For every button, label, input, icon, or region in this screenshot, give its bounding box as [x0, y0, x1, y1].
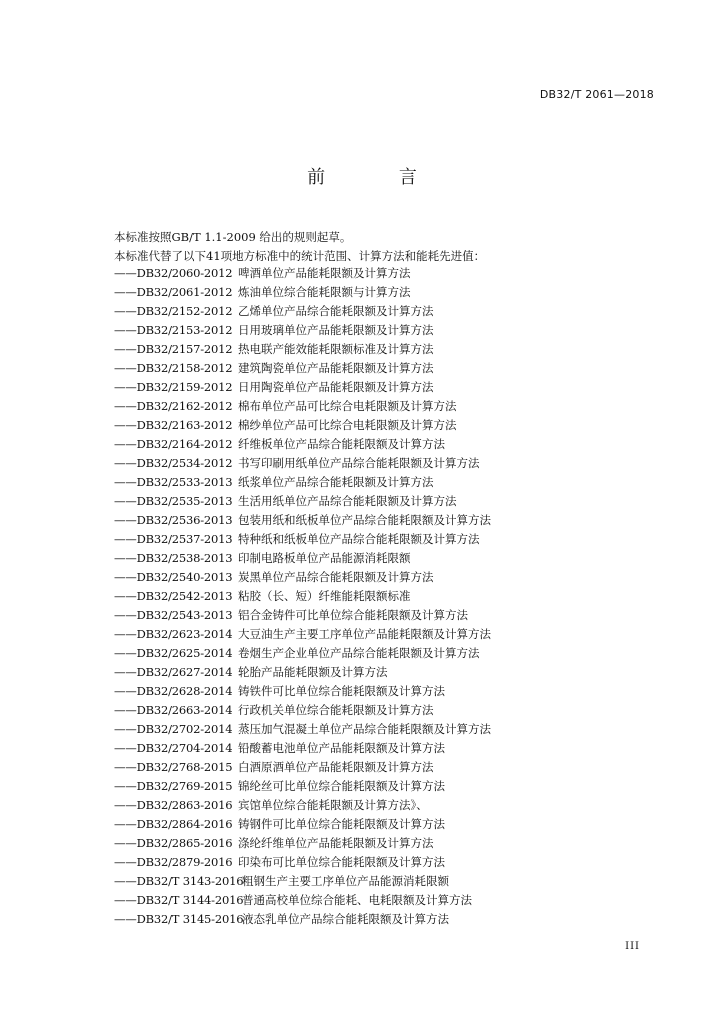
- standard-title: 卷烟生产企业单位产品综合能耗限额及计算方法: [238, 646, 480, 660]
- standard-title: 白酒原酒单位产品能耗限额及计算方法: [238, 760, 434, 774]
- standard-number: ——DB32/2865-2016: [114, 836, 233, 850]
- standard-number: ——DB32/2623-2014: [114, 627, 233, 641]
- list-item: [114, 416, 491, 435]
- standard-number: ——DB32/T 3144-2016: [114, 893, 244, 907]
- standard-number: ——DB32/2534-2012: [114, 456, 233, 470]
- list-item: [114, 568, 491, 587]
- standard-number: ——DB32/2704-2014: [114, 741, 233, 755]
- standard-title: 宾馆单位综合能耗限额及计算方法》、: [238, 798, 428, 812]
- standard-title: 粗钢生产主要工序单位产品能源消耗限额: [242, 874, 449, 888]
- standard-number: ——DB32/2533-2013: [114, 475, 233, 489]
- standard-number: ——DB32/2627-2014: [114, 665, 233, 679]
- list-item: [114, 454, 491, 473]
- standard-title: 日用陶瓷单位产品能耗限额及计算方法: [238, 380, 434, 394]
- replaced-standards-list: [114, 264, 491, 929]
- list-item: [114, 777, 491, 796]
- intro-line-drafting-rules: 本标准按照GB/T 1.1-2009 给出的规则起草。: [114, 230, 352, 244]
- standard-title: 铝合金铸件可比单位综合能耗限额及计算方法: [238, 608, 468, 622]
- standard-title: 包装用纸和纸板单位产品综合能耗限额及计算方法: [238, 513, 491, 527]
- standard-title: 日用玻璃单位产品能耗限额及计算方法: [238, 323, 434, 337]
- standard-title: 生活用纸单位产品综合能耗限额及计算方法: [238, 494, 457, 508]
- standard-number: ——DB32/2536-2013: [114, 513, 233, 527]
- standard-title: 粘胶（长、短）纤维能耗限额标准: [238, 589, 411, 603]
- standard-title: 棉布单位产品可比综合电耗限额及计算方法: [238, 399, 457, 413]
- list-item: [114, 853, 491, 872]
- standard-number: ——DB32/2769-2015: [114, 779, 233, 793]
- standard-number: ——DB32/2625-2014: [114, 646, 233, 660]
- standard-title: 啤酒单位产品能耗限额及计算方法: [238, 266, 411, 280]
- standard-title: 纸浆单位产品综合能耗限额及计算方法: [238, 475, 434, 489]
- standard-title: 铅酸蓄电池单位产品能耗限额及计算方法: [238, 741, 445, 755]
- list-item: [114, 435, 491, 454]
- standard-title: 大豆油生产主要工序单位产品能耗限额及计算方法: [238, 627, 491, 641]
- standard-number: ——DB32/2060-2012: [114, 266, 233, 280]
- standard-number: ——DB32/2863-2016: [114, 798, 233, 812]
- standard-title: 普通高校单位综合能耗、电耗限额及计算方法: [242, 893, 472, 907]
- standard-title: 棉纱单位产品可比综合电耗限额及计算方法: [238, 418, 457, 432]
- standard-title: 铸铁件可比单位综合能耗限额及计算方法: [238, 684, 445, 698]
- standard-title: 炼油单位综合能耗限额与计算方法: [238, 285, 411, 299]
- standard-title: 液态乳单位产品综合能耗限额及计算方法: [242, 912, 449, 926]
- standard-code: DB32/T 2061—2018: [539, 88, 654, 101]
- standard-number: ——DB32/2663-2014: [114, 703, 233, 717]
- list-item: [114, 397, 491, 416]
- standard-number: ——DB32/T 3143-2016: [114, 874, 244, 888]
- standard-title: 建筑陶瓷单位产品能耗限额及计算方法: [238, 361, 434, 375]
- list-item: [114, 644, 491, 663]
- standard-title: 热电联产能效能耗限额标准及计算方法: [238, 342, 434, 356]
- list-item: [114, 739, 491, 758]
- standard-title: 涤纶纤维单位产品能耗限额及计算方法: [238, 836, 434, 850]
- list-item: [114, 587, 491, 606]
- list-item: [114, 264, 491, 283]
- list-item: [114, 796, 491, 815]
- list-item: [114, 720, 491, 739]
- standard-number: ——DB32/2158-2012: [114, 361, 233, 375]
- standard-number: ——DB32/2152-2012: [114, 304, 233, 318]
- standard-number: ——DB32/2153-2012: [114, 323, 233, 337]
- standard-number: ——DB32/2879-2016: [114, 855, 233, 869]
- standard-number: ——DB32/2768-2015: [114, 760, 233, 774]
- page-title: 前 言: [307, 167, 451, 188]
- standard-title: 锦纶丝可比单位综合能耗限额及计算方法: [238, 779, 445, 793]
- standard-number: ——DB32/2061-2012: [114, 285, 233, 299]
- list-item: [114, 815, 491, 834]
- standard-title: 印染布可比单位综合能耗限额及计算方法: [238, 855, 445, 869]
- standard-number: ——DB32/2163-2012: [114, 418, 233, 432]
- list-item: [114, 340, 491, 359]
- list-item: [114, 701, 491, 720]
- list-item: [114, 283, 491, 302]
- standard-title: 书写印刷用纸单位产品综合能耗限额及计算方法: [238, 456, 480, 470]
- standard-number: ——DB32/2702-2014: [114, 722, 233, 736]
- list-item: [114, 625, 491, 644]
- standard-number: ——DB32/2537-2013: [114, 532, 233, 546]
- standard-number: ——DB32/2159-2012: [114, 380, 233, 394]
- list-item: [114, 530, 491, 549]
- list-item: [114, 682, 491, 701]
- list-item: [114, 511, 491, 530]
- intro-line-replaced-standards: 本标准代替了以下41项地方标准中的统计范围、计算方法和能耗先进值：: [114, 249, 486, 263]
- standard-title: 行政机关单位综合能耗限额及计算方法: [238, 703, 434, 717]
- list-item: [114, 302, 491, 321]
- list-item: [114, 872, 491, 891]
- standard-number: ——DB32/2628-2014: [114, 684, 233, 698]
- list-item: [114, 910, 491, 929]
- standard-title: 印制电路板单位产品能源消耗限额: [238, 551, 411, 565]
- standard-title: 轮胎产品能耗限额及计算方法: [238, 665, 388, 679]
- list-item: [114, 359, 491, 378]
- standard-title: 特种纸和纸板单位产品综合能耗限额及计算方法: [238, 532, 480, 546]
- standard-number: ——DB32/2542-2013: [114, 589, 233, 603]
- list-item: [114, 758, 491, 777]
- standard-title: 蒸压加气混凝土单位产品综合能耗限额及计算方法: [238, 722, 491, 736]
- standard-number: ——DB32/2864-2016: [114, 817, 233, 831]
- standard-number: ——DB32/2162-2012: [114, 399, 233, 413]
- standard-number: ——DB32/T 3145-2016: [114, 912, 244, 926]
- list-item: [114, 473, 491, 492]
- standard-number: ——DB32/2164-2012: [114, 437, 233, 451]
- standard-title: 铸钢件可比单位综合能耗限额及计算方法: [238, 817, 445, 831]
- standard-title: 纤维板单位产品综合能耗限额及计算方法: [238, 437, 445, 451]
- list-item: [114, 378, 491, 397]
- standard-title: 乙烯单位产品综合能耗限额及计算方法: [238, 304, 434, 318]
- list-item: [114, 321, 491, 340]
- list-item: [114, 606, 491, 625]
- standard-number: ——DB32/2535-2013: [114, 494, 233, 508]
- intro-paragraph: [114, 228, 485, 266]
- standard-number: ——DB32/2540-2013: [114, 570, 233, 584]
- list-item: [114, 549, 491, 568]
- list-item: [114, 834, 491, 853]
- standard-number: ——DB32/2157-2012: [114, 342, 233, 356]
- standard-number: ——DB32/2538-2013: [114, 551, 233, 565]
- standard-title: 炭黑单位产品综合能耗限额及计算方法: [238, 570, 434, 584]
- list-item: [114, 663, 491, 682]
- page-number: III: [625, 941, 640, 952]
- list-item: [114, 891, 491, 910]
- standard-number: ——DB32/2543-2013: [114, 608, 233, 622]
- list-item: [114, 492, 491, 511]
